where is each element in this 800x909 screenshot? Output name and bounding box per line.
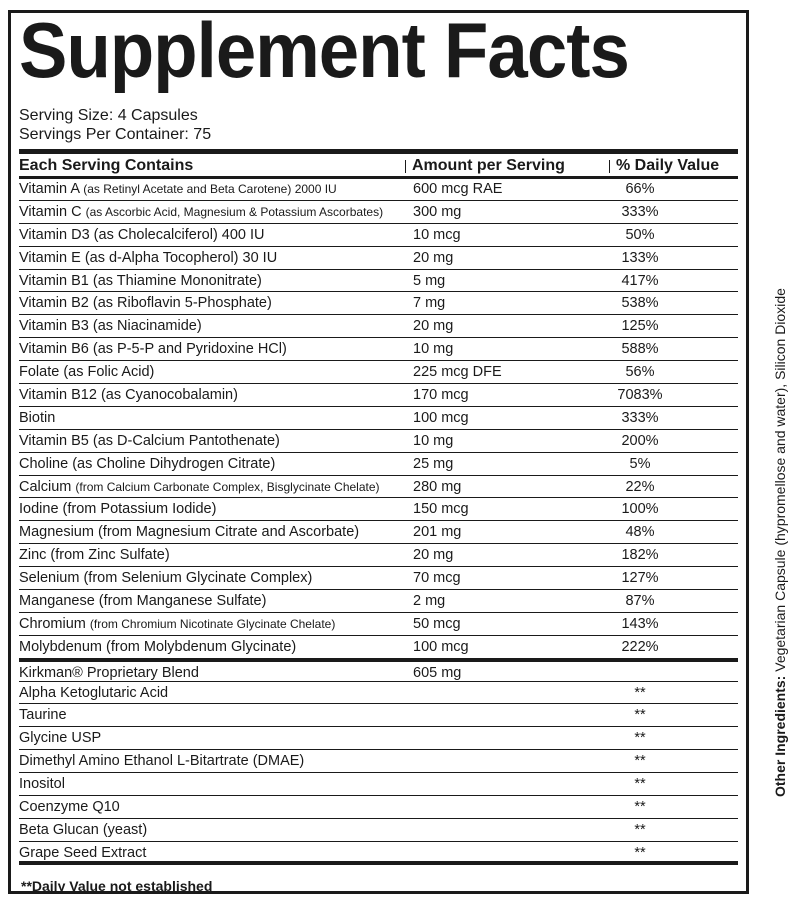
blend-item-name: Dimethyl Amino Ethanol L-Bitartrate (DMAE) bbox=[19, 753, 305, 770]
nutrient-name bbox=[19, 567, 312, 589]
table-row bbox=[19, 544, 738, 567]
nutrient-label: Vitamin B12 (as Cyanocobalamin) bbox=[19, 387, 238, 404]
blend-item-row bbox=[19, 750, 738, 773]
table-row bbox=[19, 247, 738, 270]
nutrient-name bbox=[19, 201, 383, 223]
nutrient-daily-value: 50% bbox=[625, 226, 655, 243]
nutrient-amount: 20 mg bbox=[413, 318, 454, 335]
nutrient-amount: 10 mg bbox=[413, 341, 454, 358]
blend-item-row bbox=[19, 819, 738, 842]
nutrient-name bbox=[19, 361, 154, 383]
serving-size: Serving Size: 4 Capsules bbox=[19, 107, 198, 124]
nutrient-source: (as Ascorbic Acid, Magnesium & Potassium Ascorbates) bbox=[85, 204, 384, 219]
nutrient-daily-value: 127% bbox=[621, 570, 659, 587]
nutrient-table bbox=[19, 178, 738, 865]
supplement-facts-panel bbox=[8, 6, 749, 894]
table-row bbox=[19, 407, 738, 430]
nutrient-label: Vitamin E (as d-Alpha Tocopherol) 30 IU bbox=[19, 249, 278, 266]
nutrient-daily-value: 333% bbox=[621, 203, 659, 220]
table-row bbox=[19, 567, 738, 590]
nutrient-name bbox=[19, 613, 335, 635]
blend-item-name: Coenzyme Q10 bbox=[19, 799, 120, 816]
nutrient-daily-value: 538% bbox=[621, 295, 659, 312]
table-row bbox=[19, 636, 738, 659]
nutrient-name bbox=[19, 384, 238, 406]
nutrient-daily-value: 143% bbox=[621, 615, 659, 632]
nutrient-amount: 100 mcg bbox=[413, 638, 469, 655]
table-row bbox=[19, 270, 738, 293]
nutrient-label: Biotin bbox=[19, 409, 56, 426]
nutrient-daily-value: 66% bbox=[625, 181, 655, 197]
nutrient-label: Vitamin B6 (as P-5-P and Pyridoxine HCl) bbox=[19, 341, 287, 358]
nutrient-daily-value: 87% bbox=[625, 593, 655, 610]
blend-item-name: Grape Seed Extract bbox=[19, 844, 147, 861]
nutrient-daily-value: 125% bbox=[621, 318, 659, 335]
blend-item-daily-value: ** bbox=[634, 707, 646, 724]
nutrient-label: Calcium bbox=[19, 478, 72, 495]
nutrient-amount: 280 mg bbox=[413, 478, 462, 495]
column-header-name: Each Serving Contains bbox=[19, 157, 194, 174]
blend-row bbox=[19, 659, 738, 682]
nutrient-label: Magnesium (from Magnesium Citrate and Ascorbate) bbox=[19, 524, 360, 541]
nutrient-name bbox=[19, 224, 265, 246]
nutrient-amount: 100 mcg bbox=[413, 409, 469, 426]
nutrient-name bbox=[19, 498, 216, 520]
nutrient-name bbox=[19, 453, 275, 475]
blend-item-daily-value: ** bbox=[634, 799, 646, 816]
table-row bbox=[19, 201, 738, 224]
other-ingredients bbox=[771, 177, 789, 797]
table-row bbox=[19, 178, 738, 201]
nutrient-name bbox=[19, 315, 202, 337]
blend-item-row bbox=[19, 682, 738, 705]
nutrient-label: Molybdenum (from Molybdenum Glycinate) bbox=[19, 638, 297, 655]
blend-item-daily-value: ** bbox=[634, 753, 646, 770]
table-row bbox=[19, 384, 738, 407]
nutrient-label: Choline (as Choline Dihydrogen Citrate) bbox=[19, 455, 276, 472]
nutrient-amount: 20 mg bbox=[413, 249, 454, 266]
nutrient-label: Vitamin C bbox=[19, 203, 82, 220]
table-row bbox=[19, 224, 738, 247]
blend-item-daily-value: ** bbox=[634, 844, 646, 861]
blend-item-row bbox=[19, 796, 738, 819]
nutrient-name bbox=[19, 338, 287, 360]
nutrient-label: Vitamin B1 (as Thiamine Mononitrate) bbox=[19, 272, 262, 289]
nutrient-amount: 70 mcg bbox=[413, 570, 461, 587]
blend-item-name: Glycine USP bbox=[19, 730, 102, 747]
nutrient-name bbox=[19, 430, 280, 452]
nutrient-name bbox=[19, 590, 266, 612]
nutrient-daily-value: 48% bbox=[625, 524, 655, 541]
table-row bbox=[19, 361, 738, 384]
blend-item-row bbox=[19, 727, 738, 750]
nutrient-name bbox=[19, 178, 337, 200]
table-row bbox=[19, 498, 738, 521]
nutrient-amount: 150 mcg bbox=[413, 501, 469, 518]
nutrient-label: Folate (as Folic Acid) bbox=[19, 364, 155, 381]
nutrient-amount: 20 mg bbox=[413, 547, 454, 564]
nutrient-amount: 25 mg bbox=[413, 455, 454, 472]
table-row bbox=[19, 590, 738, 613]
table-row bbox=[19, 476, 738, 499]
nutrient-label: Iodine (from Potassium Iodide) bbox=[19, 501, 217, 518]
column-separator bbox=[609, 160, 610, 173]
nutrient-name bbox=[19, 292, 272, 314]
nutrient-daily-value: 200% bbox=[621, 432, 659, 449]
table-header bbox=[19, 155, 738, 177]
table-row bbox=[19, 338, 738, 361]
nutrient-daily-value: 588% bbox=[621, 341, 659, 358]
nutrient-name bbox=[19, 247, 277, 269]
nutrient-source: (from Calcium Carbonate Complex, Bisglycinate Chelate) bbox=[75, 479, 380, 494]
table-row bbox=[19, 430, 738, 453]
nutrient-name bbox=[19, 521, 359, 543]
nutrient-name bbox=[19, 270, 262, 292]
blend-item-name: Taurine bbox=[19, 707, 67, 724]
blend-item-daily-value: ** bbox=[634, 730, 646, 747]
servings-per-container: Servings Per Container: 75 bbox=[19, 126, 212, 143]
nutrient-amount: 201 mg bbox=[413, 524, 462, 541]
nutrient-amount: 225 mcg DFE bbox=[413, 364, 502, 381]
blend-amount: 605 mg bbox=[413, 664, 462, 681]
table-row bbox=[19, 613, 738, 636]
nutrient-daily-value: 133% bbox=[621, 249, 659, 266]
nutrient-daily-value: 222% bbox=[621, 638, 659, 655]
nutrient-daily-value: 7083% bbox=[617, 387, 663, 404]
nutrient-source: (from Chromium Nicotinate Glycinate Chelate) bbox=[89, 616, 336, 631]
nutrient-daily-value: 182% bbox=[621, 547, 659, 564]
other-ingredients-text: Vegetarian Capsule (hypromellose and water), Silicon Dioxide bbox=[772, 288, 788, 676]
nutrient-daily-value: 333% bbox=[621, 409, 659, 426]
column-header-dv: % Daily Value bbox=[616, 157, 720, 174]
blend-item-row bbox=[19, 842, 738, 865]
nutrient-daily-value: 56% bbox=[625, 364, 655, 381]
nutrient-daily-value: 100% bbox=[621, 501, 659, 518]
nutrient-amount: 7 mg bbox=[413, 295, 446, 312]
nutrient-name bbox=[19, 544, 170, 566]
blend-item-daily-value: ** bbox=[634, 684, 646, 701]
nutrient-label: Vitamin A bbox=[19, 181, 80, 197]
other-ingredients-label: Other Ingredients: bbox=[772, 675, 788, 797]
table-row bbox=[19, 292, 738, 315]
table-row bbox=[19, 521, 738, 544]
serving-info bbox=[19, 106, 211, 144]
nutrient-label: Manganese (from Manganese Sulfate) bbox=[19, 593, 267, 610]
nutrient-label: Vitamin B5 (as D-Calcium Pantothenate) bbox=[19, 432, 280, 449]
nutrient-source: (as Retinyl Acetate and Beta Carotene) 2000 IU bbox=[83, 182, 337, 196]
nutrient-amount: 10 mcg bbox=[413, 226, 461, 243]
nutrient-amount: 300 mg bbox=[413, 203, 462, 220]
blend-item-daily-value: ** bbox=[634, 776, 646, 793]
footnote: **Daily Value not established bbox=[21, 878, 213, 894]
nutrient-amount: 2 mg bbox=[413, 593, 446, 610]
table-row bbox=[19, 453, 738, 476]
nutrient-label: Chromium bbox=[19, 615, 86, 632]
blend-name: Kirkman® Proprietary Blend bbox=[19, 664, 199, 681]
thick-divider bbox=[19, 149, 738, 154]
nutrient-name bbox=[19, 407, 55, 429]
nutrient-amount: 600 mcg RAE bbox=[413, 181, 503, 197]
nutrient-amount: 5 mg bbox=[413, 272, 446, 289]
nutrient-amount: 170 mcg bbox=[413, 387, 469, 404]
nutrient-name bbox=[19, 476, 380, 498]
nutrient-label: Zinc (from Zinc Sulfate) bbox=[19, 547, 170, 564]
nutrient-label: Vitamin B2 (as Riboflavin 5-Phosphate) bbox=[19, 295, 272, 312]
table-row bbox=[19, 315, 738, 338]
nutrient-daily-value: 22% bbox=[625, 478, 655, 495]
nutrient-amount: 50 mcg bbox=[413, 615, 461, 632]
nutrient-label: Vitamin D3 (as Cholecalciferol) 400 IU bbox=[19, 226, 265, 243]
blend-item-row bbox=[19, 773, 738, 796]
column-header-amount: Amount per Serving bbox=[412, 157, 565, 174]
nutrient-label: Selenium (from Selenium Glycinate Complex) bbox=[19, 570, 313, 587]
blend-item-daily-value: ** bbox=[634, 821, 646, 838]
blend-item-name: Alpha Ketoglutaric Acid bbox=[19, 684, 169, 701]
nutrient-amount: 10 mg bbox=[413, 432, 454, 449]
nutrient-name bbox=[19, 636, 296, 658]
nutrient-daily-value: 5% bbox=[629, 455, 651, 472]
blend-item-row bbox=[19, 704, 738, 727]
panel-title: Supplement Facts bbox=[19, 6, 629, 94]
blend-item-name: Beta Glucan (yeast) bbox=[19, 821, 148, 838]
blend-item-name: Inositol bbox=[19, 776, 65, 793]
column-separator bbox=[405, 160, 406, 173]
nutrient-daily-value: 417% bbox=[621, 272, 659, 289]
nutrient-label: Vitamin B3 (as Niacinamide) bbox=[19, 318, 202, 335]
